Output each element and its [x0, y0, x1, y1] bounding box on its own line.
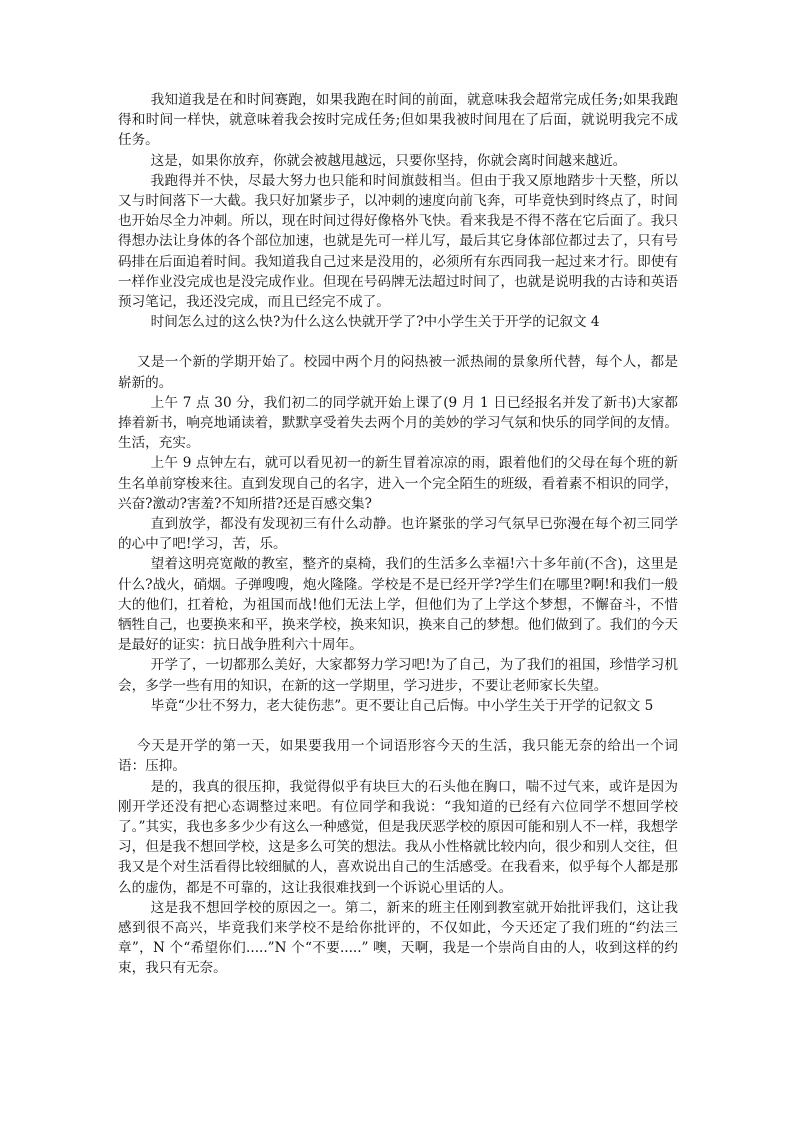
document-body [118, 90, 678, 979]
paragraph-2: 这是，如果你放弃，你就会被越甩越远，只要你坚持，你就会离时间越来越近。 [150, 152, 627, 169]
paragraph-6: 上午 7 点 30 分，我们初二的同学就开始上课了(9 月 1 日已经报名并发了新书)大家都捧着新书，响亮地诵读着，默默享受着失去两个月的美妙的学习气氛和快乐的同学间的友情。生活，充实。 [118, 394, 678, 452]
essay-5-heading: 毕竟“少壮不努力，老大徒伤悲”。更不要让自己后悔。中小学生关于开学的记叙文 5 [150, 697, 654, 714]
paragraph-1: 我知道我是在和时间赛跑，如果我跑在时间的前面，就意味我会超常完成任务;如果我跑得和时间一样快，就意味着我会按时完成任务;但如果我被时间甩在了后面，就说明我完不成任务。 [118, 92, 678, 149]
paragraph-8: 直到放学，都没有发现初三有什么动静。也许紧张的学习气氛早已弥漫在每个初三同学的心中了吧!学习，苦，乐。 [118, 516, 678, 553]
paragraph-7: 上午 9 点钟左右，就可以看见初一的新生冒着凉凉的雨，跟着他们的父母在每个班的新生名单前穿梭来往。直到发现自己的名字，进入一个完全陌生的班级，看着素不相识的同学，兴奋?激动?害羞?不知所措?还是百感交集? [118, 455, 678, 512]
paragraph-15: 这是我不想回学校的原因之一。第二，新来的班主任刚到教室就开始批评我们，这让我感到很不高兴，毕竟我们来学校不是给你批评的，不仅如此，今天还定了我们班的“约法三章”，N 个“希望你们.....”N 个“不要.....” 噢，天啊，我是一个崇尚自由的人，收到这样的约束，我只有无奈。 [118, 899, 678, 977]
essay-4-heading: 时间怎么过的这么快?为什么这么快就开学了?中小学生关于开学的记叙文 4 [150, 314, 600, 331]
paragraph-gap [118, 716, 678, 736]
paragraph-5: 又是一个新的学期开始了。校园中两个月的闷热被一派热闹的景象所代替，每个人，都是崭新的。 [118, 354, 678, 391]
paragraph-9: 望着这明亮宽敞的教室，整齐的桌椅，我们的生活多么幸福!六十多年前(不含)，这里是什么?战火，硝烟。子弹嗖嗖，炮火隆隆。学校是不是已经开学?学生们在哪里?啊!和我们一般大的他们，扛着枪，为祖国而战!他们无法上学，但他们为了上学这个梦想，不懈奋斗，不惜牺牲自己，也要换来和平，换来学校，换来知识，换来自己的梦想。他们做到了。我们的今天是最好的证实：抗日战争胜利六十周年。 [118, 556, 678, 654]
paragraph-13: 今天是开学的第一天，如果要我用一个词语形容今天的生活，我只能无奈的给出一个词语：压抑。 [118, 738, 678, 775]
paragraph-10: 开学了，一切都那么美好，大家都努力学习吧!为了自己，为了我们的祖国，珍惜学习机会，多学一些有用的知识，在新的这一学期里，学习进步，不要让老师家长失望。 [118, 657, 678, 694]
paragraph-gap [118, 332, 678, 352]
paragraph-3: 我跑得并不快，尽最大努力也只能和时间旗鼓相当。但由于我又原地踏步十天整，所以又与时间落下一大截。我只好加紧步子，以冲刺的速度向前飞奔，可毕竟快到时终点了，时间也开始尽全力冲刺。所以，现在时间过得好像格外飞快。看来我是不得不落在它后面了。我只得想办法让身体的各个部位加速，也就是先可一样儿写，最后其它身体部位都过去了，只有号码排在后面追着时间。我知道我自己过来是没用的，必须所有东西同我一起过来才行。即使有一样作业没完成也是没完成作业。但现在号码牌无法超过时间了，也就是说明我的古诗和英语预习笔记，我还没完成，而且已经完不成了。 [118, 172, 678, 311]
paragraph-14: 是的，我真的很压抑，我觉得似乎有块巨大的石头他在胸口，喘不过气来，或许是因为刚开学还没有把心态调整过来吧。有位同学和我说：“我知道的已经有六位同学不想回学校了。”其实，我也多多少少有这么一种感觉，但是我厌恶学校的原因可能和别人不一样，我想学习，但是我不想回学校，这是多么可笑的想法。我从小性格就比较内向，很少和别人交往，但我又是个对生活看得比较细腻的人，喜欢说出自己的生活感受。在我看来，似乎每个人都是那么的虚伪，都是不可靠的，这让我很难找到一个诉说心里话的人。 [118, 778, 678, 896]
